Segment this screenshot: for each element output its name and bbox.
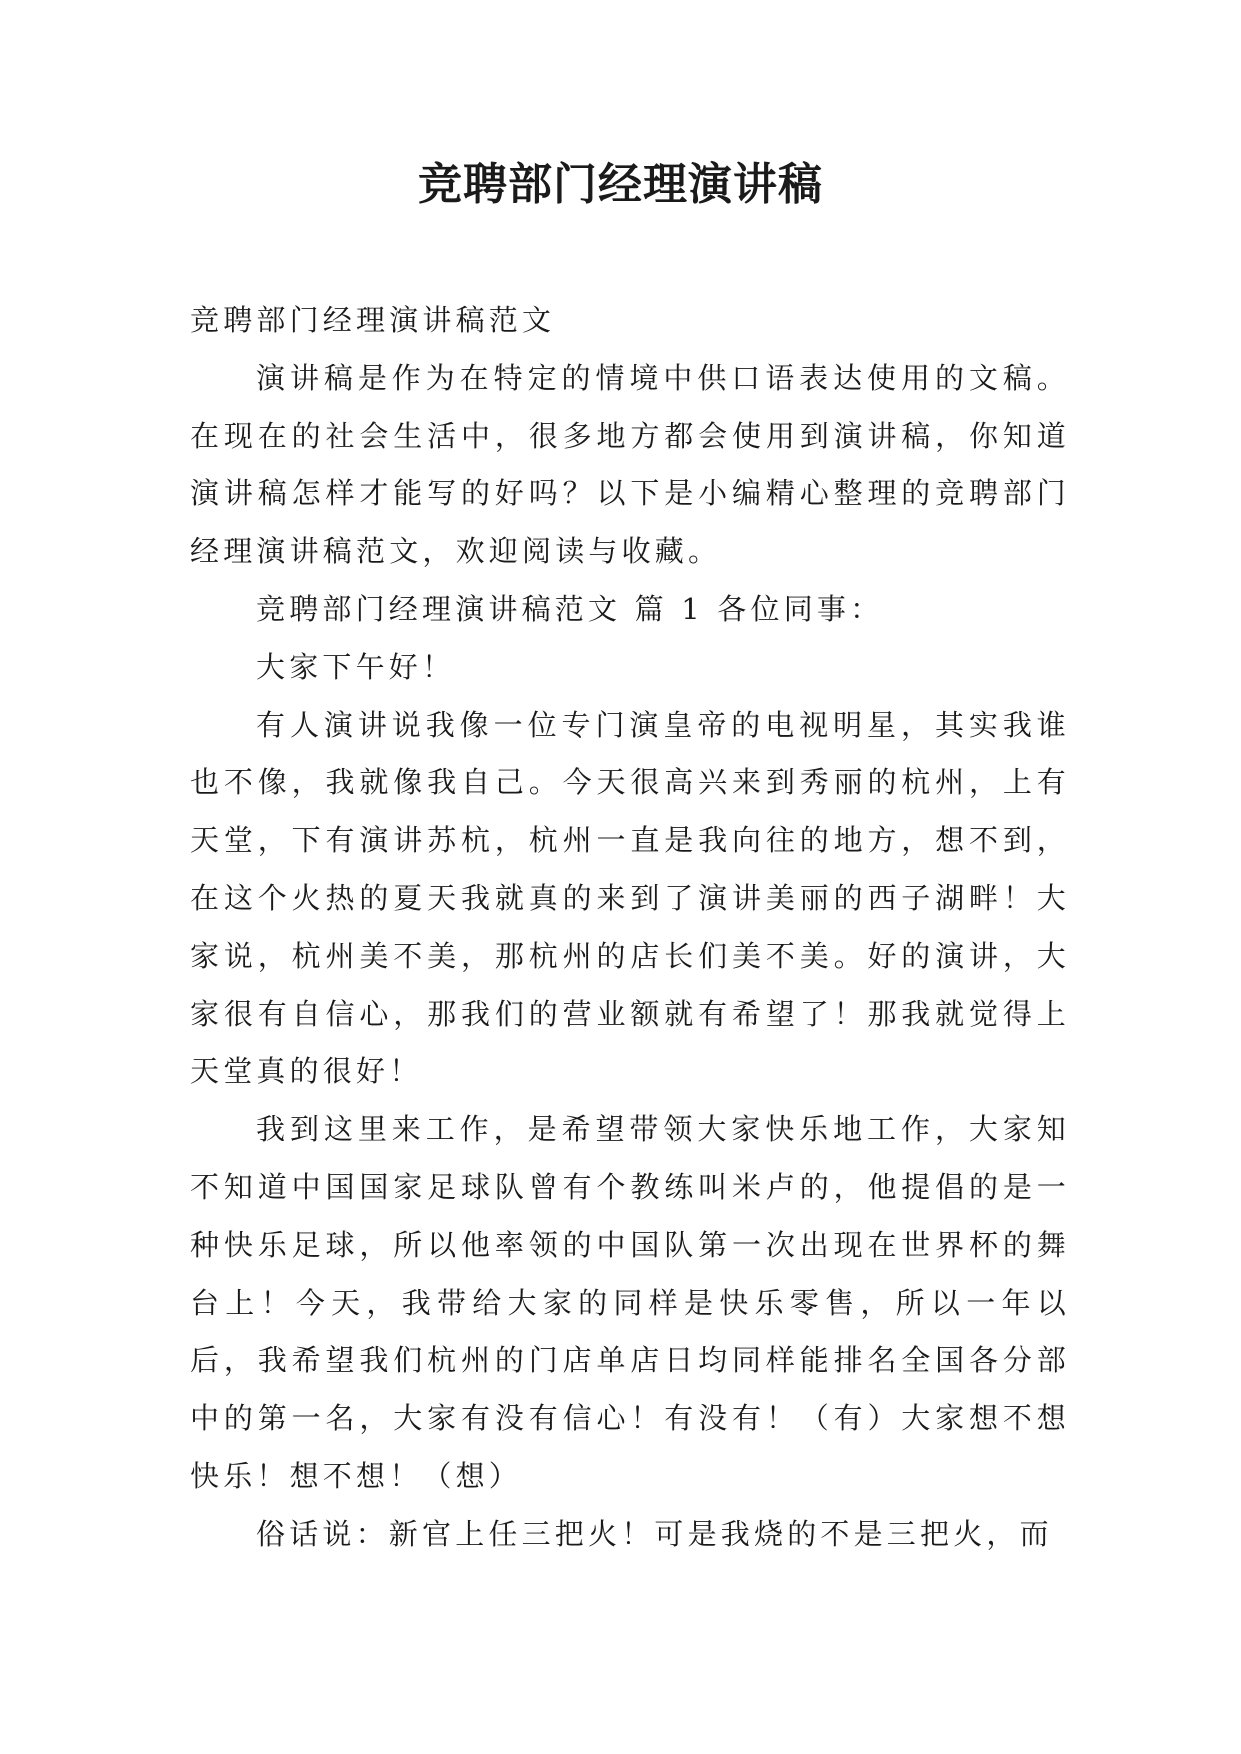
paragraph-heading: 竞聘部门经理演讲稿范文 篇 1 各位同事： xyxy=(256,591,884,626)
paragraph-body: 俗话说：新官上任三把火！可是我烧的不是三把火，而 xyxy=(256,1516,1053,1551)
paragraph-intro: 演讲稿是作为在特定的情境中供口语表达使用的文稿。在现在的社会生活中，很多地方都会使用到演讲稿，你知道演讲稿怎样才能写的好吗？以下是小编精心整理的竞聘部门经理演讲稿范文，欢迎阅读与收藏。 xyxy=(190,360,1070,569)
paragraph-body: 我到这里来工作，是希望带领大家快乐地工作，大家知不知道中国国家足球队曾有个教练叫米卢的，他提倡的是一种快乐足球，所以他率领的中国队第一次出现在世界杯的舞台上！今天，我带给大家的同样是快乐零售，所以一年以后，我希望我们杭州的门店单店日均同样能排名全国各分部中的第一名，大家有没有信心！有没有！（有）大家想不想快乐！想不想！（想） xyxy=(190,1112,1070,1493)
document-body xyxy=(190,292,1070,1564)
document-subtitle: 竞聘部门经理演讲稿范文 xyxy=(190,303,556,337)
paragraph-greeting: 大家下午好！ xyxy=(256,649,456,684)
document-title: 竞聘部门经理演讲稿 xyxy=(418,159,823,210)
paragraph-body: 有人演讲说我像一位专门演皇帝的电视明星，其实我谁也不像，我就像我自己。今天很高兴来到秀丽的杭州，上有天堂，下有演讲苏杭，杭州一直是我向往的地方，想不到，在这个火热的夏天我就真的来到了演讲美丽的西子湖畔！大家说，杭州美不美，那杭州的店长们美不美。好的演讲，大家很有自信心，那我们的营业额就有希望了！那我就觉得上天堂真的很好！ xyxy=(190,707,1070,1089)
